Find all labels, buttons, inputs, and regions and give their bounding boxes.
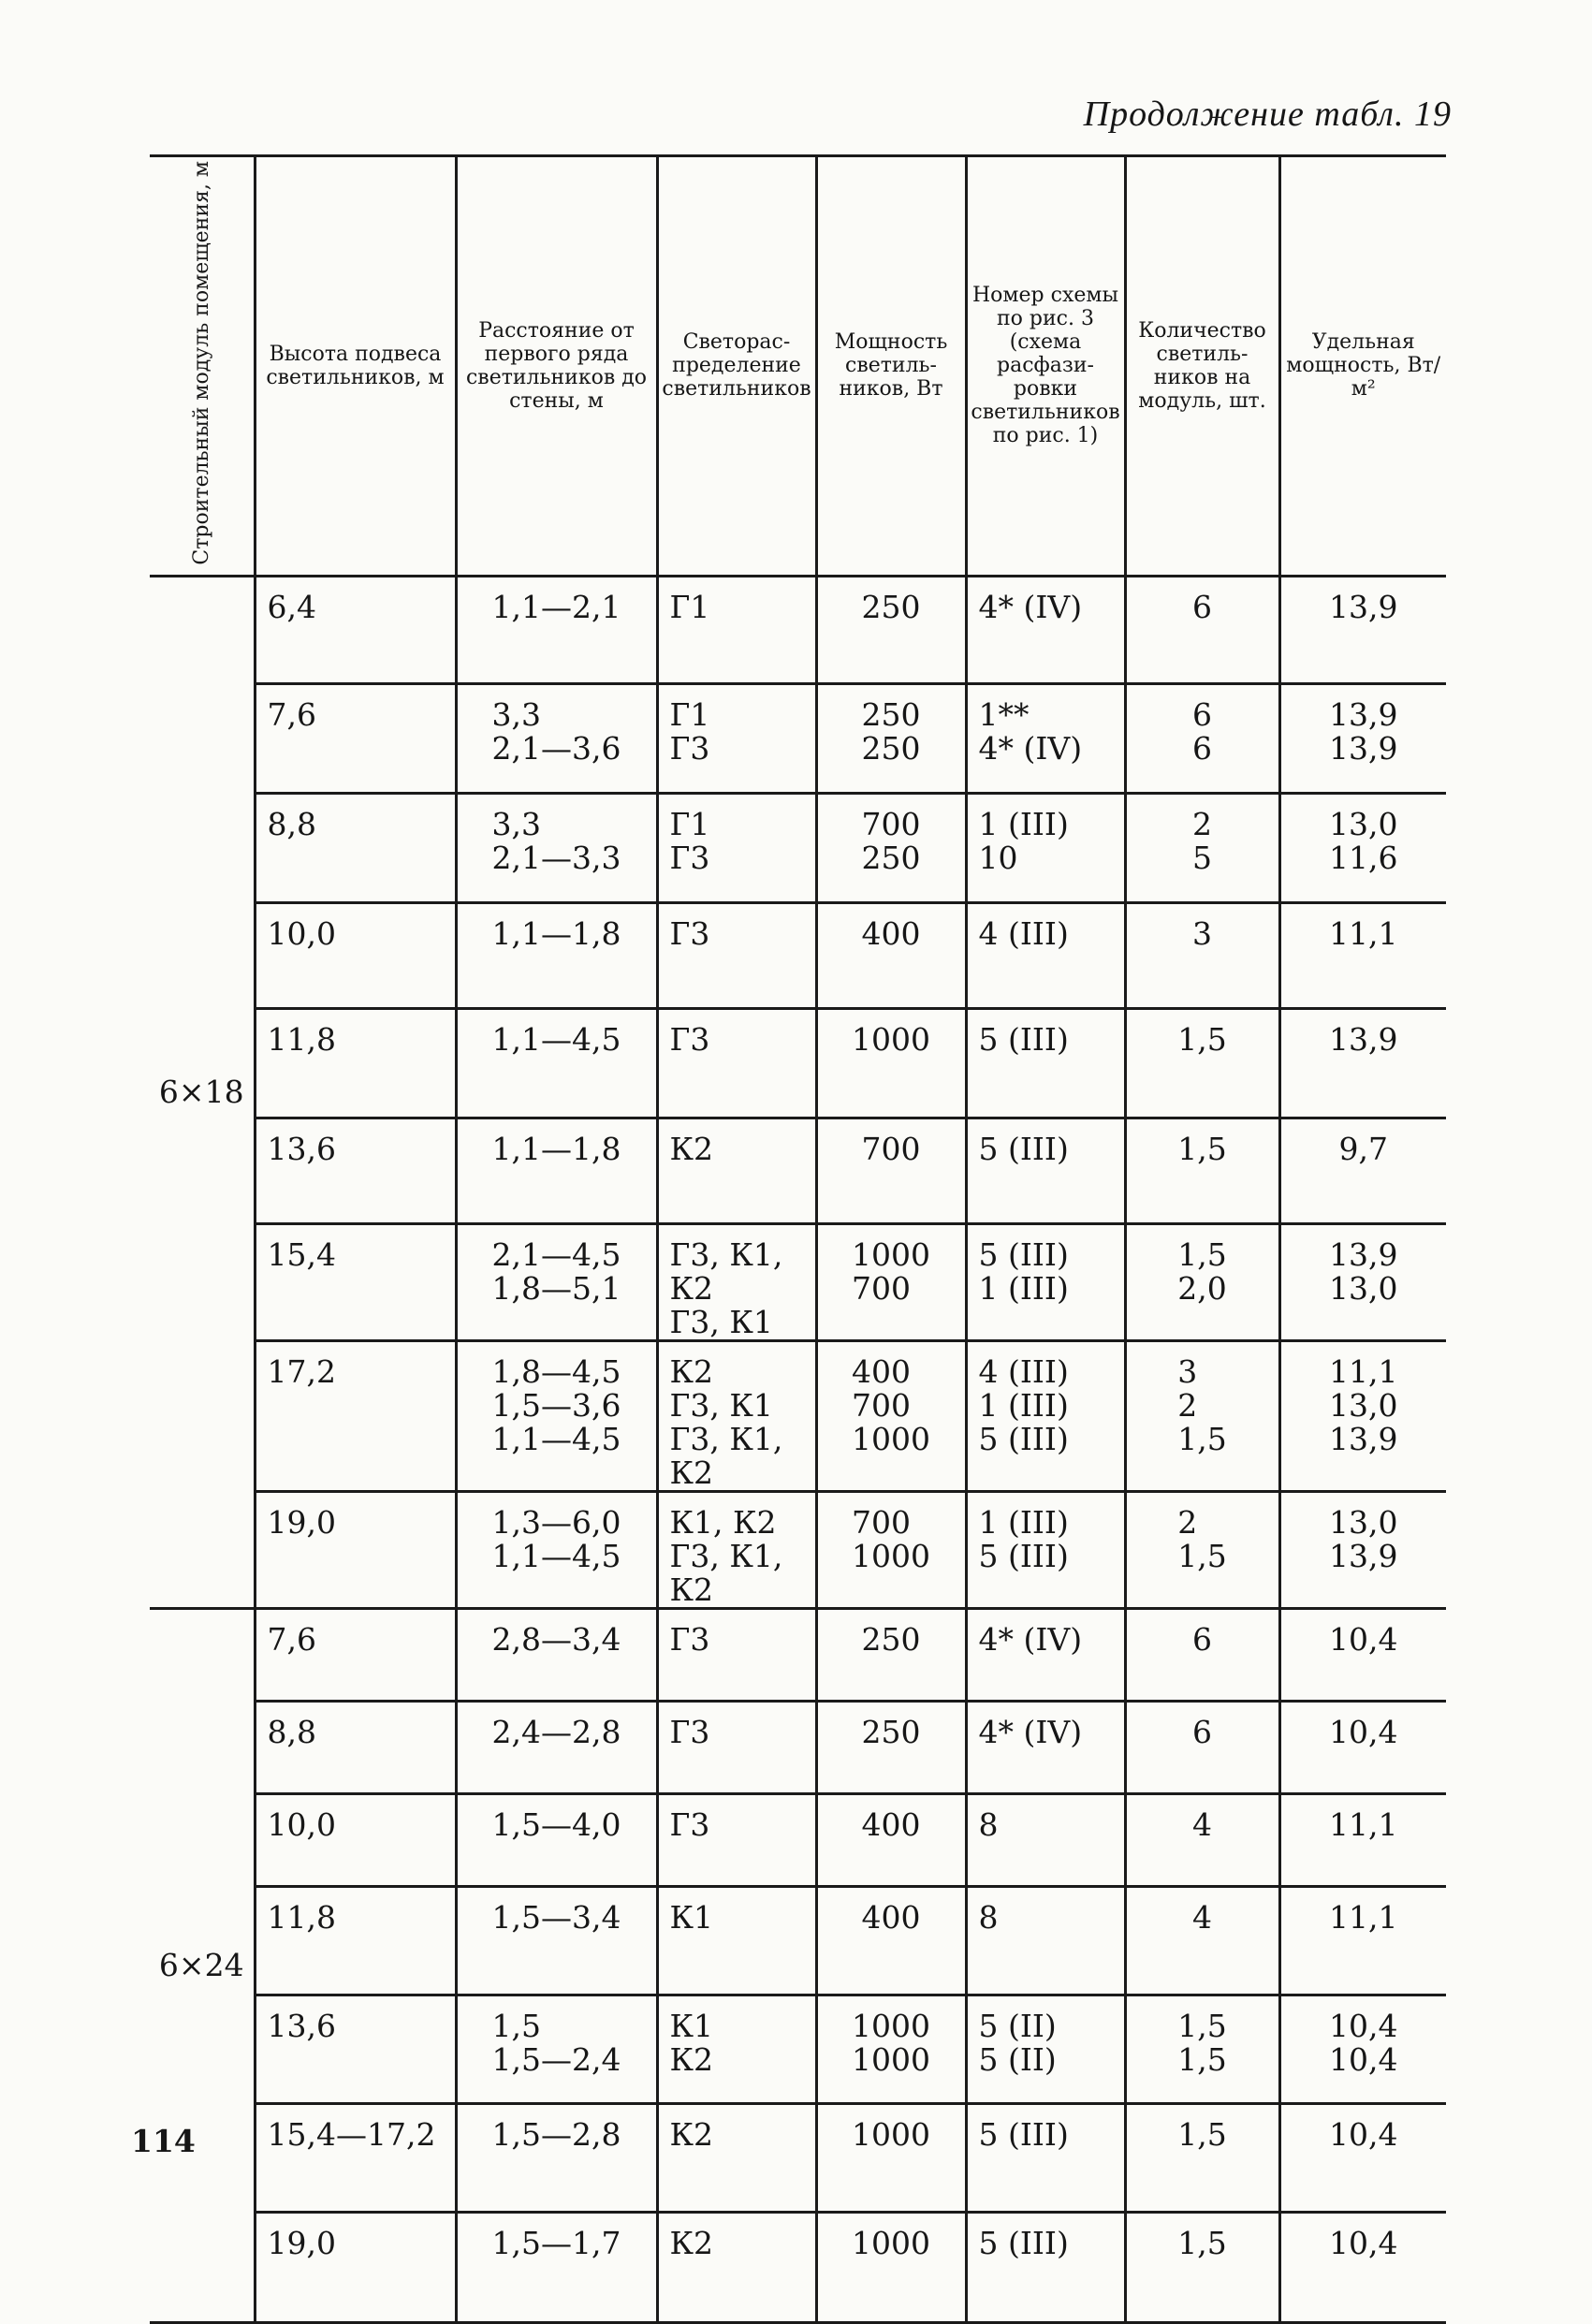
specific-cell [1279,1608,1446,1701]
distance-cell [456,1701,657,1793]
scheme-cell [966,902,1125,1008]
distance-line: 3,3 [491,805,541,842]
power-line: 400 [861,1898,921,1936]
distribution-cell [657,576,816,683]
distribution-cell [657,1118,816,1223]
distribution-cell [657,1886,816,1995]
specific-cell [1279,1701,1446,1793]
distribution-cell [657,1340,816,1491]
distribution-cell [657,683,816,793]
specific-cell [1279,1118,1446,1223]
distance-cell [456,1886,657,1995]
specific-line: 13,9 [1329,1020,1398,1058]
distribution-line: К2 [669,2224,714,2261]
height-cell: 19,0 [255,1491,456,1608]
scheme-cell [966,1995,1125,2103]
scheme-cell [966,1118,1125,1223]
specific-line: 13,9 [1329,729,1398,767]
scheme-cell [966,1340,1125,1491]
scheme-line: 1** [978,695,1030,733]
distance-cell [456,1223,657,1340]
specific-line: 11,1 [1329,914,1398,952]
distribution-line: Г3 [669,1020,710,1058]
table-row [150,1223,1446,1340]
specific-line: 10,4 [1329,1713,1398,1750]
distribution-line: К2 [669,1571,714,1608]
count-cell [1125,1995,1279,2103]
count-cell [1125,1701,1279,1793]
height-cell: 17,2 [255,1340,456,1491]
table-row [150,1793,1446,1886]
power-line: 700 [861,1130,921,1167]
count-line: 6 [1192,1713,1212,1750]
table-row [150,1008,1446,1118]
power-cell [816,1608,966,1701]
scheme-cell [966,1008,1125,1118]
scheme-line: 10 [978,839,1018,876]
power-line: 1000 [852,2224,930,2261]
table-header-row [150,156,1446,577]
distance-cell [456,1491,657,1608]
lighting-table [150,154,1446,2324]
power-cell [816,1701,966,1793]
distribution-line: К2 [669,1352,714,1390]
power-line: 1000 [852,1020,930,1058]
specific-line: 10,4 [1329,1620,1398,1658]
count-line: 1,5 [1177,1130,1227,1167]
distance-cell [456,2212,657,2322]
scheme-line: 5 (III) [978,1130,1069,1167]
scheme-line: 8 [978,1805,999,1843]
distance-cell [456,1008,657,1118]
distribution-cell [657,1701,816,1793]
scheme-line: 4* (IV) [978,588,1083,625]
scheme-cell [966,793,1125,902]
distribution-cell [657,1608,816,1701]
distance-line: 1,1—4,5 [491,1537,621,1574]
count-line: 6 [1192,1620,1212,1658]
distance-cell [456,683,657,793]
count-cell [1125,2103,1279,2212]
height-cell: 8,8 [255,1701,456,1793]
power-cell [816,1793,966,1886]
page-number: 114 [131,2123,196,2159]
power-cell [816,1886,966,1995]
specific-line: 11,6 [1329,839,1398,876]
count-cell [1125,1340,1279,1491]
distance-cell [456,902,657,1008]
count-cell [1125,1491,1279,1608]
specific-cell [1279,1223,1446,1340]
count-line: 6 [1192,695,1212,733]
height-cell: 15,4—17,2 [255,2103,456,2212]
specific-cell [1279,793,1446,902]
table-row [150,1491,1446,1608]
count-line: 2 [1177,1503,1198,1541]
power-line: 1000 [852,2040,930,2078]
distance-line: 2,8—3,4 [491,1620,621,1658]
table-body [150,576,1446,2322]
specific-line: 11,1 [1329,1805,1398,1843]
power-line: 1000 [852,2115,930,2153]
scheme-cell [966,683,1125,793]
distribution-line: Г3 [669,839,710,876]
specific-cell [1279,576,1446,683]
distribution-line: Г3 [669,1713,710,1750]
power-line: 700 [852,1386,911,1424]
power-line: 700 [852,1269,911,1307]
power-cell [816,1995,966,2103]
distribution-line: К2 [669,1269,714,1307]
header-count: Количество светильников на модуль, шт. [1125,156,1279,577]
specific-line: 13,9 [1329,695,1398,733]
distribution-cell [657,1793,816,1886]
power-cell [816,902,966,1008]
table-row [150,576,1446,683]
distance-line: 2,1—3,6 [491,729,621,767]
count-line: 5 [1192,839,1212,876]
scheme-cell [966,1491,1125,1608]
distance-line: 1,5—3,4 [491,1898,621,1936]
header-module: Строительный модуль помещения, м [150,156,255,577]
distribution-line: Г3 [669,729,710,767]
count-line: 1,5 [1177,1537,1227,1574]
specific-line: 10,4 [1329,2115,1398,2153]
distribution-line: К2 [669,1130,714,1167]
count-cell [1125,1793,1279,1886]
power-line: 250 [861,729,921,767]
scheme-line: 5 (III) [978,1020,1069,1058]
height-cell: 8,8 [255,793,456,902]
table-caption: Продолжение табл. 19 [1083,95,1452,134]
scheme-line: 5 (III) [978,2224,1069,2261]
distance-cell [456,1118,657,1223]
scheme-line: 8 [978,1898,999,1936]
power-line: 400 [852,1352,911,1390]
power-line: 250 [861,588,921,625]
power-cell [816,793,966,902]
height-cell: 13,6 [255,1118,456,1223]
scheme-cell [966,1793,1125,1886]
count-cell [1125,1608,1279,1701]
distance-line: 2,1—3,3 [491,839,621,876]
specific-line: 10,4 [1329,2040,1398,2078]
scheme-line: 1 (III) [978,1503,1069,1541]
distance-line: 1,5—3,6 [491,1386,621,1424]
count-cell [1125,1008,1279,1118]
height-cell: 13,6 [255,1995,456,2103]
distance-cell [456,793,657,902]
distribution-line: Г3, К1, [669,1235,783,1273]
count-cell [1125,2212,1279,2322]
specific-cell [1279,1491,1446,1608]
header-scheme: Номер схемы по рис. 3 (схема расфазировки светильников по рис. 1) [966,156,1125,577]
count-cell [1125,902,1279,1008]
distance-line: 1,8—5,1 [491,1269,621,1307]
distance-line: 1,5—2,4 [491,2040,621,2078]
specific-cell [1279,2212,1446,2322]
count-cell [1125,1118,1279,1223]
distribution-cell [657,2103,816,2212]
distance-line: 1,5—2,8 [491,2115,621,2153]
table-row [150,1886,1446,1995]
distribution-cell [657,1491,816,1608]
specific-line: 13,9 [1329,588,1398,625]
count-cell [1125,793,1279,902]
power-cell [816,1118,966,1223]
scheme-line: 4* (IV) [978,729,1083,767]
distribution-line: Г3, К1 [669,1303,773,1340]
count-line: 2 [1192,805,1212,842]
power-line: 1000 [852,1420,930,1457]
count-line: 4 [1192,1805,1212,1843]
count-line: 3 [1177,1352,1198,1390]
table-row [150,1340,1446,1491]
distance-line: 2,4—2,8 [491,1713,621,1750]
height-cell: 19,0 [255,2212,456,2322]
specific-line: 13,0 [1329,1503,1398,1541]
module-cell: 6×18 [150,576,255,1608]
power-line: 1000 [852,2007,930,2044]
scheme-cell [966,1701,1125,1793]
count-line: 6 [1192,588,1212,625]
header-specific: Удельная мощность, Вт/м² [1279,156,1446,577]
distance-line: 1,1—1,8 [491,914,621,952]
distance-cell [456,2103,657,2212]
power-cell [816,1340,966,1491]
distance-line: 1,1—2,1 [491,588,621,625]
specific-cell [1279,1886,1446,1995]
height-cell: 10,0 [255,902,456,1008]
power-line: 1000 [852,1537,930,1574]
table-row [150,1701,1446,1793]
scheme-line: 5 (III) [978,1537,1069,1574]
count-line: 2 [1177,1386,1198,1424]
table-row [150,793,1446,902]
scheme-line: 4 (III) [978,914,1069,952]
power-line: 700 [852,1503,911,1541]
distance-cell [456,1793,657,1886]
table-row [150,1995,1446,2103]
height-cell: 11,8 [255,1008,456,1118]
power-cell [816,2103,966,2212]
count-line: 1,5 [1177,2007,1227,2044]
scheme-line: 5 (III) [978,1420,1069,1457]
power-line: 250 [861,1620,921,1658]
distance-line: 1,3—6,0 [491,1503,621,1541]
count-line: 1,5 [1177,2224,1227,2261]
scheme-line: 4* (IV) [978,1620,1083,1658]
table-row [150,683,1446,793]
distribution-line: Г1 [669,588,710,625]
header-distribution: Светораспределение светильников [657,156,816,577]
distance-line: 1,8—4,5 [491,1352,621,1390]
scheme-line: 4 (III) [978,1352,1069,1390]
power-line: 700 [861,805,921,842]
power-cell [816,576,966,683]
count-line: 1,5 [1177,2115,1227,2153]
distribution-line: Г3, К1, [669,1537,783,1574]
scheme-line: 1 (III) [978,1386,1069,1424]
distribution-cell [657,902,816,1008]
distance-line: 3,3 [491,695,541,733]
scheme-line: 5 (III) [978,2115,1069,2153]
count-cell [1125,1223,1279,1340]
header-power: Мощность светильников, Вт [816,156,966,577]
table-row [150,1118,1446,1223]
power-cell [816,1223,966,1340]
scheme-cell [966,1886,1125,1995]
distribution-line: К1, К2 [669,1503,777,1541]
distribution-line: Г1 [669,805,710,842]
count-line: 6 [1192,729,1212,767]
table-row [150,2103,1446,2212]
header-distance: Расстояние от первого ряда светильников до стены, м [456,156,657,577]
distance-line: 1,1—4,5 [491,1020,621,1058]
power-cell [816,1008,966,1118]
distribution-cell [657,1223,816,1340]
distribution-cell [657,1995,816,2103]
table-row [150,902,1446,1008]
count-line: 1,5 [1177,1235,1227,1273]
power-line: 250 [861,839,921,876]
distribution-line: К1 [669,2007,714,2044]
height-cell: 11,8 [255,1886,456,1995]
power-line: 250 [861,695,921,733]
count-cell [1125,683,1279,793]
distance-line: 1,5—1,7 [491,2224,621,2261]
specific-cell [1279,1995,1446,2103]
table-row [150,1608,1446,1701]
scheme-cell [966,576,1125,683]
scheme-line: 1 (III) [978,805,1069,842]
specific-cell [1279,683,1446,793]
power-line: 1000 [852,1235,930,1273]
specific-line: 13,0 [1329,1269,1398,1307]
scheme-line: 5 (II) [978,2040,1057,2078]
distribution-cell [657,1008,816,1118]
distribution-line: Г3, К1, [669,1420,783,1457]
scheme-line: 5 (III) [978,1235,1069,1273]
distance-cell [456,1340,657,1491]
count-line: 1,5 [1177,1420,1227,1457]
count-line: 1,5 [1177,2040,1227,2078]
power-cell [816,683,966,793]
distribution-line: Г3 [669,914,710,952]
distance-line: 2,1—4,5 [491,1235,621,1273]
power-line: 400 [861,914,921,952]
scheme-cell [966,2103,1125,2212]
specific-cell [1279,902,1446,1008]
height-cell: 7,6 [255,1608,456,1701]
specific-line: 11,1 [1329,1352,1398,1390]
specific-cell [1279,1008,1446,1118]
specific-line: 13,9 [1329,1420,1398,1457]
distance-cell [456,576,657,683]
specific-line: 9,7 [1338,1130,1388,1167]
scheme-line: 1 (III) [978,1269,1069,1307]
specific-line: 13,0 [1329,1386,1398,1424]
specific-line: 10,4 [1329,2007,1398,2044]
scheme-cell [966,1223,1125,1340]
power-cell [816,1491,966,1608]
distribution-line: К2 [669,1454,714,1491]
distribution-line: Г3, К1 [669,1386,773,1424]
specific-line: 11,1 [1329,1898,1398,1936]
distance-cell [456,1608,657,1701]
distribution-line: Г1 [669,695,710,733]
distribution-line: Г3 [669,1620,710,1658]
scheme-cell [966,2212,1125,2322]
distance-cell [456,1995,657,2103]
distribution-cell [657,793,816,902]
height-cell: 6,4 [255,576,456,683]
module-cell: 6×24 [150,1608,255,2322]
distribution-line: К2 [669,2115,714,2153]
height-cell: 7,6 [255,683,456,793]
distance-line: 1,1—4,5 [491,1420,621,1457]
specific-cell [1279,1793,1446,1886]
header-height: Высота подвеса светильников, м [255,156,456,577]
distribution-cell [657,2212,816,2322]
distance-line: 1,5—4,0 [491,1805,621,1843]
count-line: 1,5 [1177,1020,1227,1058]
scheme-line: 4* (IV) [978,1713,1083,1750]
table-row [150,2212,1446,2322]
distribution-line: Г3 [669,1805,710,1843]
distribution-line: К1 [669,1898,714,1936]
power-line: 250 [861,1713,921,1750]
power-cell [816,2212,966,2322]
distribution-line: К2 [669,2040,714,2078]
count-cell [1125,1886,1279,1995]
specific-cell [1279,2103,1446,2212]
specific-line: 13,9 [1329,1537,1398,1574]
specific-line: 13,9 [1329,1235,1398,1273]
specific-line: 13,0 [1329,805,1398,842]
power-line: 400 [861,1805,921,1843]
count-cell [1125,576,1279,683]
scheme-line: 5 (II) [978,2007,1057,2044]
specific-cell [1279,1340,1446,1491]
scheme-cell [966,1608,1125,1701]
height-cell: 10,0 [255,1793,456,1886]
specific-line: 10,4 [1329,2224,1398,2261]
height-cell: 15,4 [255,1223,456,1340]
count-line: 4 [1192,1898,1212,1936]
count-line: 2,0 [1177,1269,1227,1307]
distance-line: 1,5 [491,2007,541,2044]
distance-line: 1,1—1,8 [491,1130,621,1167]
count-line: 3 [1192,914,1212,952]
